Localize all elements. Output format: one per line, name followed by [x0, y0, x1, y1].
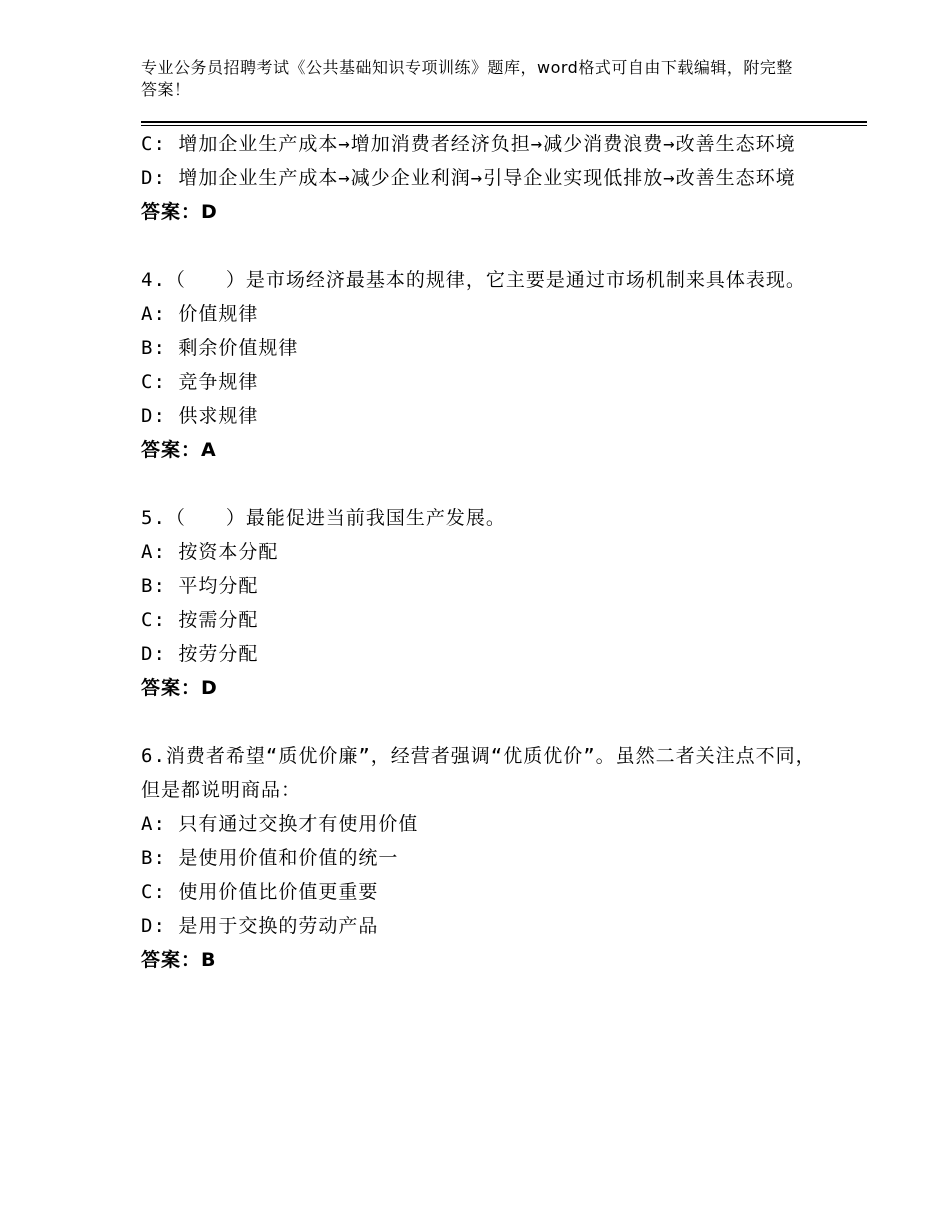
header-text: 专业公务员招聘考试《公共基础知识专项训练》题库，word格式可自由下载编辑，附完整答案！	[141, 58, 793, 99]
question-3	[141, 127, 821, 229]
option-d: D: 供求规律	[141, 405, 259, 427]
option-c: C: 竞争规律	[141, 371, 259, 393]
answer: 答案：D	[141, 677, 218, 699]
question-6	[141, 739, 821, 977]
spacer	[141, 705, 821, 739]
answer: 答案：B	[141, 949, 217, 971]
option-d: D: 是用于交换的劳动产品	[141, 915, 379, 937]
option-c: C: 增加企业生产成本→增加消费者经济负担→减少消费浪费→改善生态环境	[141, 133, 796, 155]
question-stem: 5.（ ）最能促进当前我国生产发展。	[141, 507, 506, 529]
option-c: C: 按需分配	[141, 609, 259, 631]
option-a: A: 只有通过交换才有使用价值	[141, 813, 419, 835]
header-divider-thin	[141, 125, 867, 126]
question-list	[141, 127, 821, 977]
question-5	[141, 501, 821, 705]
option-b: B: 是使用价值和价值的统一	[141, 847, 399, 869]
question-stem: 6.消费者希望“质优价廉”，经营者强调“优质优价”。虽然二者关注点不同，但是都说明商品：	[141, 745, 816, 801]
header-divider-thick	[141, 121, 867, 123]
question-stem: 4.（ ）是市场经济最基本的规律，它主要是通过市场机制来具体表现。	[141, 269, 806, 291]
option-a: A: 按资本分配	[141, 541, 279, 563]
spacer	[141, 467, 821, 501]
page-header	[141, 57, 801, 101]
option-d: D: 增加企业生产成本→减少企业利润→引导企业实现低排放→改善生态环境	[141, 167, 796, 189]
option-d: D: 按劳分配	[141, 643, 259, 665]
spacer	[141, 229, 821, 263]
answer: 答案：A	[141, 439, 217, 461]
question-4	[141, 263, 821, 467]
answer: 答案：D	[141, 201, 218, 223]
option-a: A: 价值规律	[141, 303, 259, 325]
option-c: C: 使用价值比价值更重要	[141, 881, 379, 903]
option-b: B: 平均分配	[141, 575, 259, 597]
option-b: B: 剩余价值规律	[141, 337, 299, 359]
